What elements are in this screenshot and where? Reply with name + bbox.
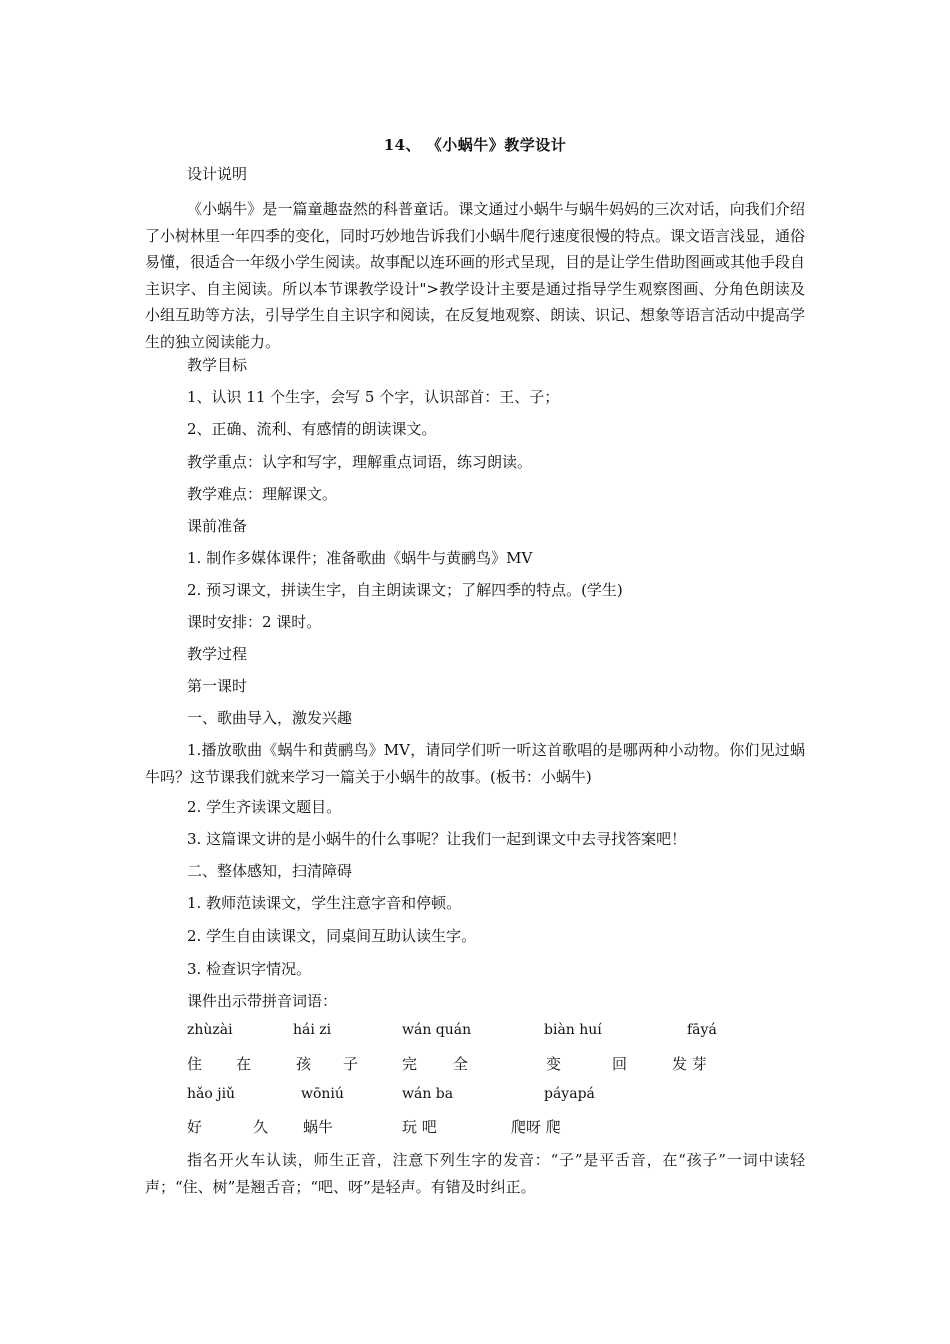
character: 完	[402, 1055, 418, 1073]
pinyin-word: wōniú	[301, 1086, 344, 1102]
pinyin-word: zhùzài	[187, 1022, 233, 1038]
character: 好	[187, 1118, 203, 1136]
pinyin-row	[187, 1086, 787, 1108]
goal-item-1: 1、认识 11 个生字，会写 5 个字，认识部首：王、子；	[187, 388, 560, 406]
list-item: 1. 教师范读课文，学生注意字音和停顿。	[187, 894, 462, 912]
prep-item-2: 2. 预习课文，拼读生字，自主朗读课文；了解四季的特点。(学生)	[187, 581, 623, 599]
prep-item-1: 1. 制作多媒体课件；准备歌曲《蜗牛与黄鹂鸟》MV	[187, 549, 533, 567]
character: 蜗牛	[303, 1118, 334, 1136]
closing-paragraph: 指名开火车认读，师生正音，注意下列生字的发音：“子”是平舌音，在“孩子”一词中读轻声；“住、树”是翘舌音；“吧、呀”是轻声。有错及时纠正。	[145, 1151, 805, 1196]
process-heading: 教学过程	[187, 645, 248, 663]
character-row	[187, 1116, 787, 1138]
section-heading: 一、歌曲导入，激发兴趣	[187, 709, 353, 727]
character: 孩	[296, 1055, 312, 1073]
pinyin-word: hǎo jiǔ	[187, 1086, 236, 1102]
character: 在	[236, 1055, 252, 1073]
pinyin-word: páyapá	[544, 1086, 595, 1102]
pinyin-word: wán quán	[402, 1022, 472, 1038]
pinyin-word: wán ba	[402, 1086, 454, 1102]
goal-item-2: 2、正确、流利、有感情的朗读课文。	[187, 420, 437, 438]
lesson-heading: 第一课时	[187, 677, 248, 695]
character: 回	[612, 1055, 628, 1073]
pinyin-word: fāyá	[687, 1022, 717, 1038]
design-heading: 设计说明	[187, 165, 248, 183]
schedule: 课时安排：2 课时。	[187, 613, 322, 631]
character: 全	[453, 1055, 469, 1073]
pinyin-heading: 课件出示带拼音词语：	[187, 992, 338, 1010]
document-title: 14、 《小蜗牛》教学设计	[383, 136, 567, 154]
character: 玩 吧	[402, 1118, 437, 1136]
key-point: 教学重点：认字和写字，理解重点词语，练习朗读。	[187, 453, 533, 471]
list-item: 3. 检查识字情况。	[187, 960, 312, 978]
list-item: 3. 这篇课文讲的是小蜗牛的什么事呢？让我们一起到课文中去寻找答案吧！	[187, 830, 687, 848]
character: 久	[253, 1118, 269, 1136]
design-paragraph: 《小蜗牛》是一篇童趣盎然的科普童话。课文通过小蜗牛与蜗牛妈妈的三次对话，向我们介绍了小树林里一年四季的变化，同时巧妙地告诉我们小蜗牛爬行速度很慢的特点。课文语言浅显，通俗易懂，很适合一年级小学生阅读。故事配以连环画的形式呈现，目的是让学生借助图画或其他手段自主识字、自主阅读。所以本节课教学设计">教学设计主要是通过指导学生观察图画、分角色朗读及小组互助等方法，引导学生自主识字和阅读，在反复地观察、朗读、识记、想象等语言活动中提高学生的独立阅读能力。	[145, 200, 806, 351]
list-item: 2. 学生齐读课文题目。	[187, 798, 342, 816]
character-row	[187, 1053, 787, 1075]
pinyin-row	[187, 1022, 787, 1044]
prep-heading: 课前准备	[187, 517, 248, 535]
difficulty: 教学难点：理解课文。	[187, 485, 338, 503]
character: 住	[187, 1055, 203, 1073]
goals-heading: 教学目标	[187, 356, 248, 374]
list-item: 1.播放歌曲《蜗牛和黄鹂鸟》MV，请同学们听一听这首歌唱的是哪两种小动物。你们见过蜗牛吗？这节课我们就来学习一篇关于小蜗牛的故事。(板书：小蜗牛)	[145, 741, 805, 786]
pinyin-word: biàn huí	[544, 1022, 602, 1038]
list-item: 2. 学生自由读课文，同桌间互助认读生字。	[187, 927, 477, 945]
character: 发 芽	[672, 1055, 707, 1073]
section-heading: 二、整体感知，扫清障碍	[187, 862, 353, 880]
pinyin-word: hái zi	[293, 1022, 332, 1038]
character: 子	[343, 1055, 359, 1073]
character: 变	[546, 1055, 562, 1073]
character: 爬呀 爬	[511, 1118, 561, 1136]
